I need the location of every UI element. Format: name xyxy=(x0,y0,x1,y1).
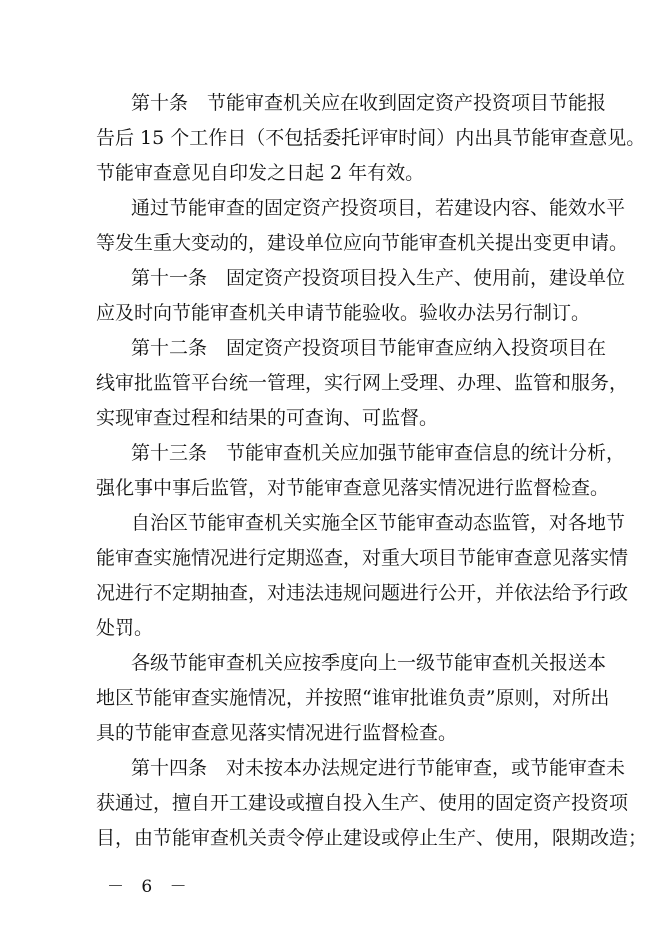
text-line: 实现审查过程和结果的可查询、可监督。 xyxy=(96,407,439,429)
text-line: 处罚。 xyxy=(96,617,154,639)
text-line: 各级节能审查机关应按季度向上一级节能审查机关报送本 xyxy=(131,652,607,674)
text-line: 能审查实施情况进行定期巡查，对重大项目节能审查意见落实情 xyxy=(96,547,629,569)
text-line: 应及时向节能审查机关申请节能验收。验收办法另行制订。 xyxy=(96,302,591,324)
text-line: 第十四条 对未按本办法规定进行节能审查，或节能审查未 xyxy=(131,757,626,779)
paragraph xyxy=(96,191,629,261)
text-line: 地区节能审查实施情况，并按照“谁审批谁负责”原则，对所出 xyxy=(96,687,610,709)
text-line: 节能审查意见自印发之日起 2 年有效。 xyxy=(96,162,425,184)
text-line: 告后 15 个工作日（不包括委托评审时间）内出具节能审查意见。 xyxy=(96,127,646,149)
text-line: 第十一条 固定资产投资项目投入生产、使用前，建设单位 xyxy=(131,267,626,289)
paragraph xyxy=(96,751,648,856)
text-line: 目，由节能审查机关责令停止建设或停止生产、使用，限期改造； xyxy=(96,827,648,849)
text-line: 具的节能审查意见落实情况进行监督检查。 xyxy=(96,722,458,744)
paragraph xyxy=(96,86,646,191)
paragraph xyxy=(96,436,626,506)
text-line: 况进行不定期抽查，对违法违规问题进行公开，并依法给予行政 xyxy=(96,582,629,604)
text-line: 第十条 节能审查机关应在收到固定资产投资项目节能报 xyxy=(131,92,607,114)
text-line: 通过节能审查的固定资产投资项目，若建设内容、能效水平 xyxy=(131,197,626,219)
text-line: 第十二条 固定资产投资项目节能审查应纳入投资项目在 xyxy=(131,337,607,359)
page-number: － 6 － xyxy=(107,877,193,897)
text-line: 获通过，擅自开工建设或擅自投入生产、使用的固定资产投资项 xyxy=(96,792,629,814)
text-line: 第十三条 节能审查机关应加强节能审查信息的统计分析， xyxy=(131,442,626,464)
document-body xyxy=(96,86,648,856)
text-line: 等发生重大变动的，建设单位应向节能审查机关提出变更申请。 xyxy=(96,232,629,254)
paragraph xyxy=(96,331,629,436)
text-line: 强化事中事后监管，对节能审查意见落实情况进行监督检查。 xyxy=(96,477,610,499)
paragraph xyxy=(96,506,629,646)
text-line: 线审批监管平台统一管理，实行网上受理、办理、监管和服务， xyxy=(96,372,629,394)
paragraph xyxy=(96,646,610,751)
text-line: 自治区节能审查机关实施全区节能审查动态监管，对各地节 xyxy=(131,512,626,534)
paragraph xyxy=(96,261,626,331)
